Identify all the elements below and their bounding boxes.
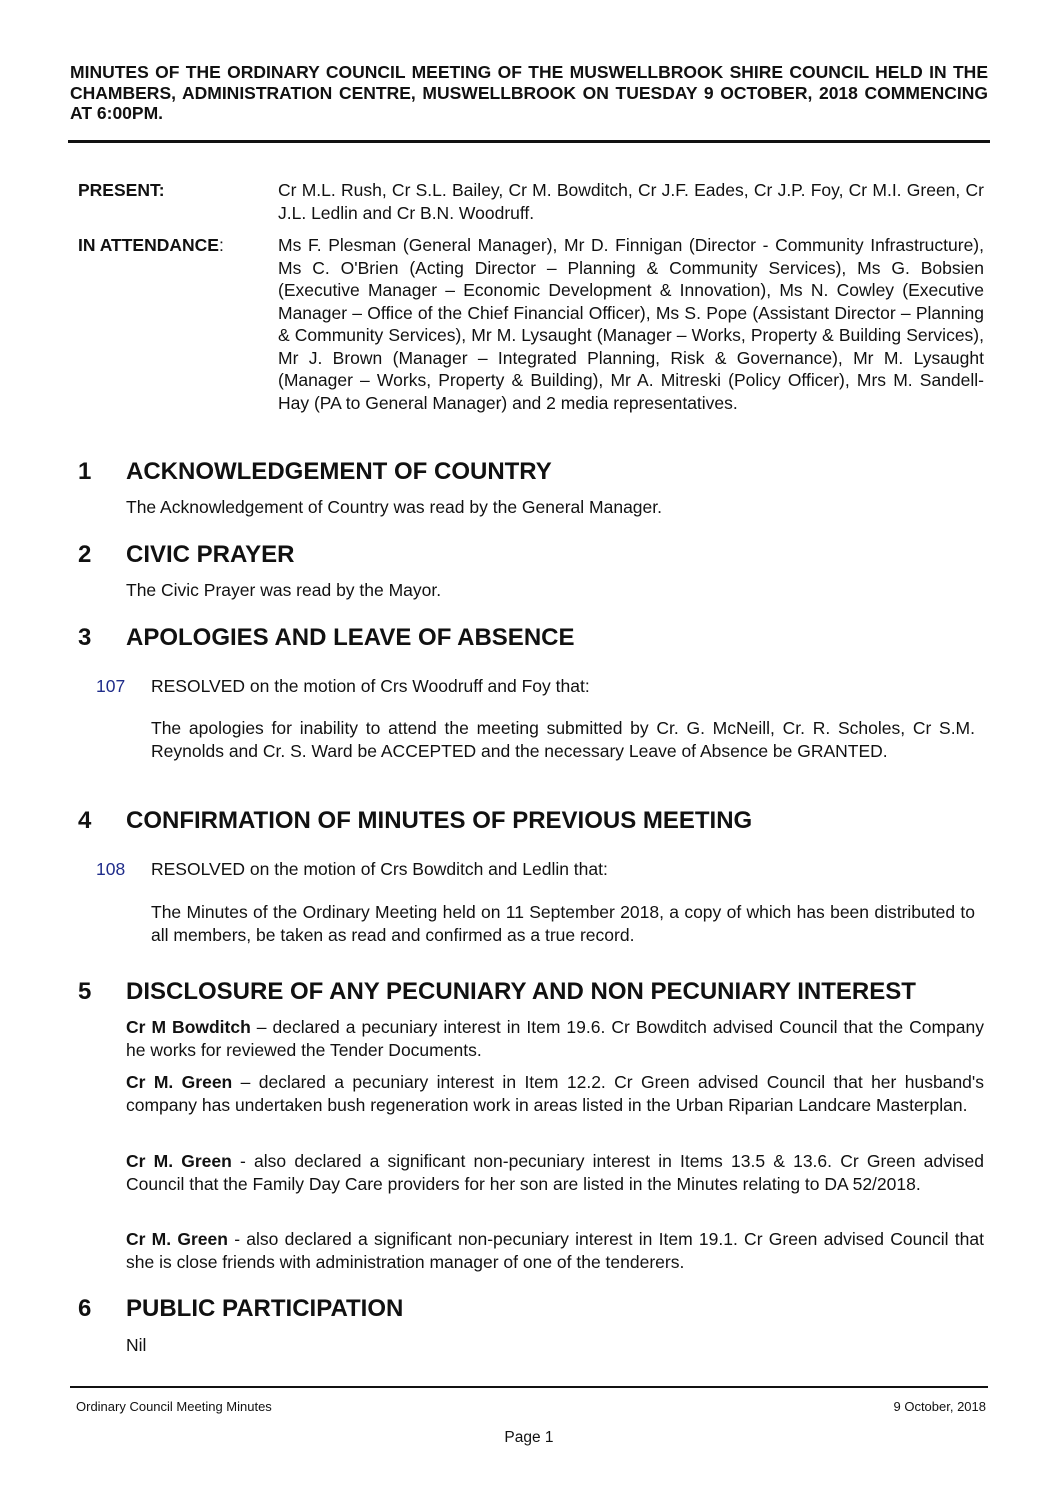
section-title: DISCLOSURE OF ANY PECUNIARY AND NON PECUNIARY INTEREST (126, 978, 916, 1005)
councillor-name: Cr M. Green (126, 1072, 233, 1092)
section-title: CONFIRMATION OF MINUTES OF PREVIOUS MEETING (126, 807, 753, 834)
resolution-body: The Minutes of the Ordinary Meeting held on 11 September 2018, a copy of which has been distributed to all members, be taken as read and confirmed as a true record. (151, 902, 975, 945)
in-attendance-label-text: IN ATTENDANCE (78, 235, 219, 255)
councillor-name: Cr M. Green (126, 1229, 228, 1249)
councillor-name: Cr M Bowditch (126, 1017, 251, 1037)
page-number: Page 1 (504, 1429, 554, 1446)
resolution-body: The apologies for inability to attend the meeting submitted by Cr. G. McNeill, Cr. R. Scholes, Cr S.M. Reynolds and Cr. S. Ward be ACCEPTED and the necessary Leave of Absence be GRANTED. (151, 718, 975, 761)
resolution-number: 108 (96, 859, 126, 879)
section-1-text: The Acknowledgement of Country was read by the General Manager. (126, 497, 662, 517)
in-attendance-text: Ms F. Plesman (General Manager), Mr D. Finnigan (Director - Community Infrastructure), Ms C. O'Brien (Acting Director – Planning & Community Services), Ms G. Bobsien (Executive Manager – Economic Development & Innovation), Ms N. Cowley (Executive Manager – Office of the Chief Financial Officer), Ms S. Pope (Assistant Director – Planning & Community Services), Mr M. Lysaught (Manager – Works, Property & Building Services), Mr J. Brown (Manager – Integrated Planning, Risk & Governance), Mr M. Lysaught (Manager – Works, Property & Building), Mr A. Mitreski (Policy Officer), Mrs M. Sandell-Hay (PA to General Manager) and 2 media representatives. (278, 235, 984, 413)
section-6-text: Nil (126, 1335, 147, 1355)
footer-document-name: Ordinary Council Meeting Minutes (76, 1399, 272, 1414)
resolution-text: RESOLVED on the motion of Crs Bowditch and Ledlin that: (151, 859, 608, 879)
present-label: PRESENT: (78, 180, 165, 200)
disclosure-text: - also declared a significant non-pecuniary interest in Items 13.5 & 13.6. Cr Green advised Council that the Family Day Care providers for her son are listed in the Minutes relating to DA 52/2018. (126, 1151, 984, 1194)
disclosure-paragraph (126, 1150, 984, 1195)
section-number: 5 (78, 978, 92, 1005)
disclosure-text: – declared a pecuniary interest in Item 12.2. Cr Green advised Council that her husband's company has undertaken bush regeneration work in areas listed in the Urban Riparian Landcare Masterplan. (126, 1072, 984, 1115)
present-text: Cr M.L. Rush, Cr S.L. Bailey, Cr M. Bowditch, Cr J.F. Eades, Cr J.P. Foy, Cr M.I. Green, Cr J.L. Ledlin and Cr B.N. Woodruff. (278, 180, 984, 223)
section-title: CIVIC PRAYER (126, 541, 295, 568)
section-number: 4 (78, 807, 92, 834)
resolution-text: RESOLVED on the motion of Crs Woodruff and Foy that: (151, 676, 590, 696)
section-number: 1 (78, 458, 92, 485)
in-attendance-colon: : (218, 235, 224, 255)
disclosure-text: - also declared a significant non-pecuniary interest in Item 19.1. Cr Green advised Council that she is close friends with administration manager of one of the tenderers. (126, 1229, 984, 1272)
disclosure-paragraph (126, 1071, 984, 1116)
section-number: 6 (78, 1295, 92, 1322)
footer-divider (70, 1386, 988, 1388)
section-title: ACKNOWLEDGEMENT OF COUNTRY (126, 458, 552, 485)
header-divider (68, 140, 990, 143)
councillor-name: Cr M. Green (126, 1151, 232, 1171)
section-title: APOLOGIES AND LEAVE OF ABSENCE (126, 624, 575, 651)
section-title: PUBLIC PARTICIPATION (126, 1295, 404, 1322)
disclosure-text: – declared a pecuniary interest in Item 19.6. Cr Bowditch advised Council that the Company he works for reviewed the Tender Documents. (126, 1017, 984, 1060)
footer-date: 9 October, 2018 (893, 1399, 986, 1414)
document-title: MINUTES OF THE ORDINARY COUNCIL MEETING OF THE MUSWELLBROOK SHIRE COUNCIL HELD IN THE CHAMBERS, ADMINISTRATION CENTRE, MUSWELLBROOK ON TUESDAY 9 OCTOBER, 2018 COMMENCING AT 6:00PM. (70, 62, 988, 123)
resolution-number: 107 (96, 676, 126, 696)
section-number: 3 (78, 624, 92, 651)
disclosure-paragraph (126, 1228, 984, 1273)
disclosure-paragraph (126, 1016, 984, 1061)
section-2-text: The Civic Prayer was read by the Mayor. (126, 580, 442, 600)
section-number: 2 (78, 541, 92, 568)
in-attendance-label (78, 234, 224, 257)
